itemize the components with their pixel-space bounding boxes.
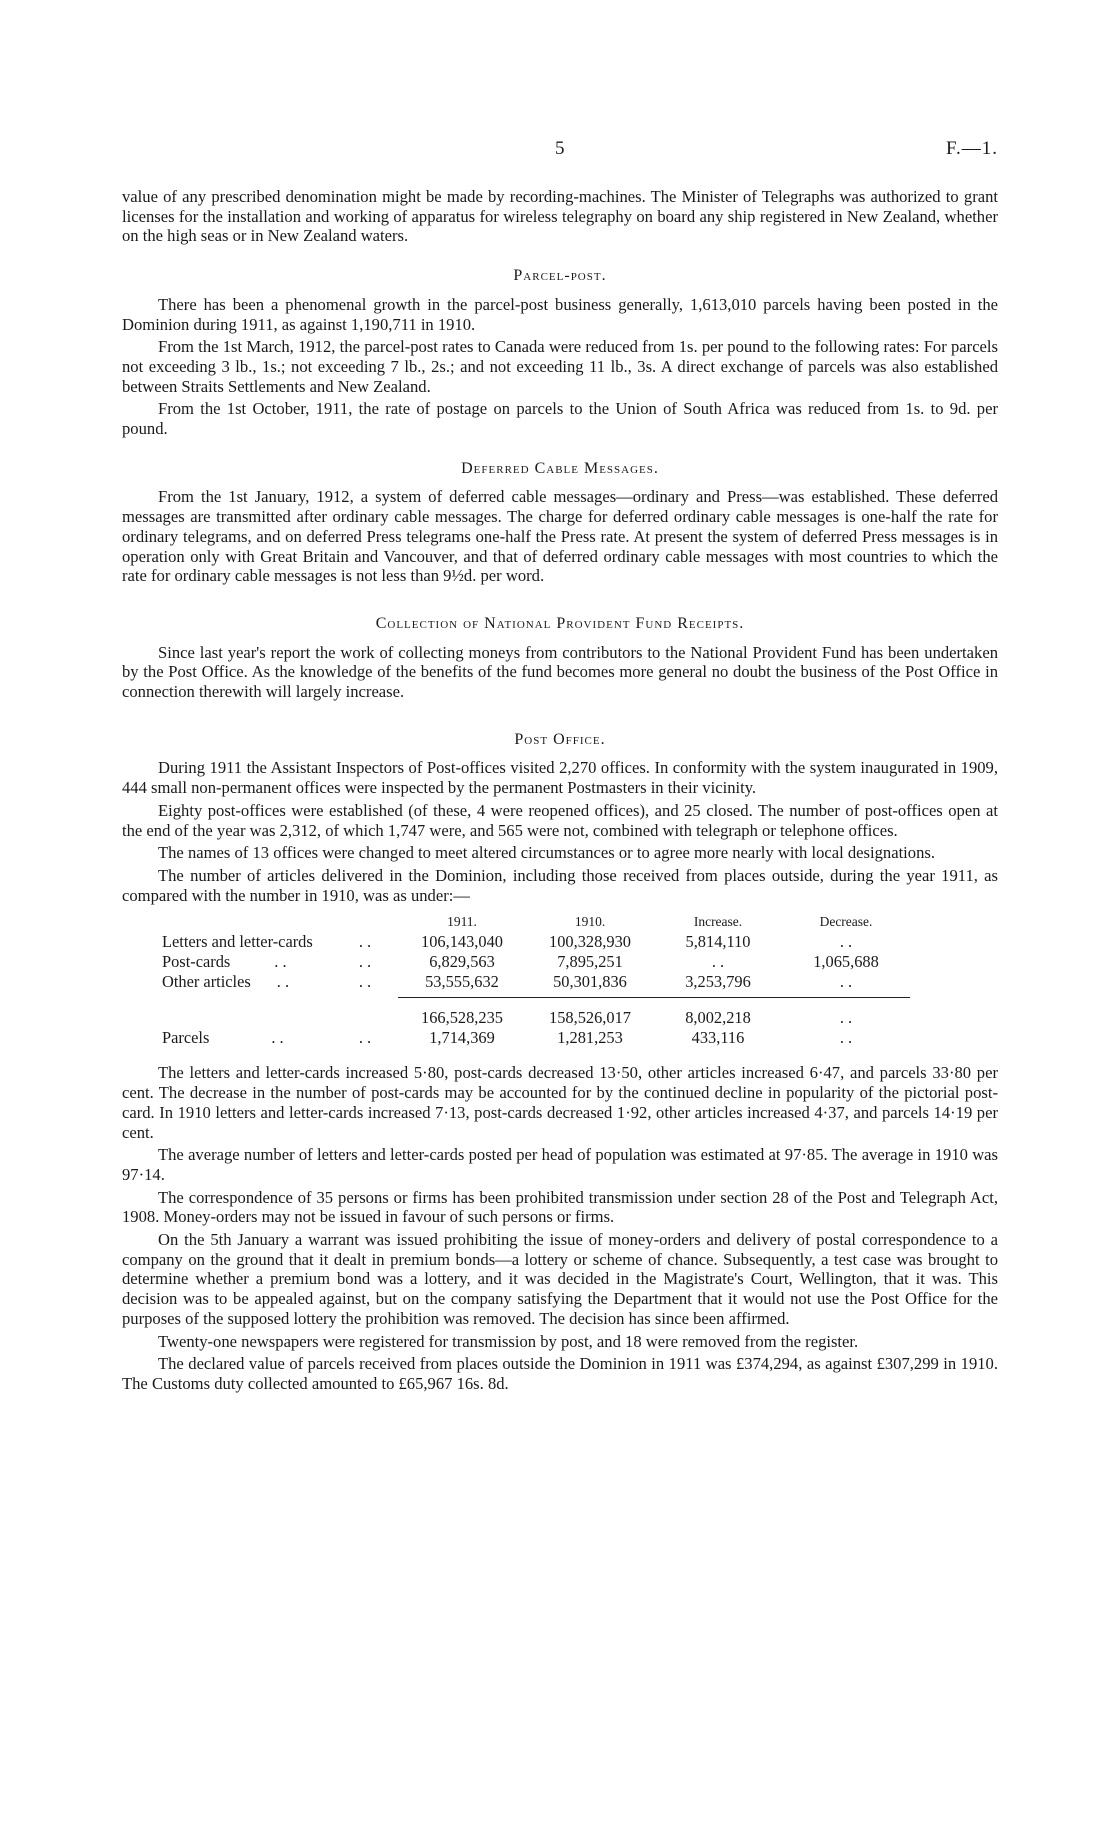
intro-paragraph: value of any prescribed denomination might be made by recording-machines. The Minister of Telegraphs was authorized to grant licenses for the installation and working of apparatus for wireless telegraphy on board any ship registered in New Zealand, whether on the high seas or in New Zealand waters. — [122, 187, 998, 246]
cell-decrease: . . — [839, 1027, 853, 1047]
page-body — [122, 187, 998, 1397]
cell-decrease: . . — [839, 931, 853, 951]
heading-deferred-cable-messages: Deferred Cable Messages. — [461, 459, 659, 477]
paragraph: The names of 13 offices were changed to meet altered circumstances or to agree more nearly with local designations. — [158, 843, 935, 863]
column-header-increase: Increase. — [693, 913, 743, 929]
paragraph: Eighty post-offices were established (of these, 4 were reopened offices), and 25 closed. The number of post-offices open at the end of the year was 2,312, of which 1,747 were, and 565 were not, combined with telegraph or telephone offices. — [122, 800, 998, 840]
cell-1910: 1,281,253 — [557, 1027, 623, 1047]
cell-increase: 5,814,110 — [685, 931, 751, 951]
cell-increase: 433,116 — [691, 1027, 745, 1047]
row-label: Letters and letter-cards — [162, 931, 313, 951]
heading-post-office: Post Office. — [514, 730, 606, 748]
total-decrease: . . — [782, 998, 910, 1028]
row-label: Other articles . . — [162, 971, 290, 991]
paragraph: Since last year's report the work of collecting moneys from contributors to the National Provident Fund has been undertaken by the Post Office. As the knowledge of the benefits of the fund becomes more general no doubt the business of the Post Office in connection therewith will largely increase. — [122, 642, 998, 702]
paragraph: During 1911 the Assistant Inspectors of Post-offices visited 2,270 offices. In conformity with the system inaugurated in 1909, 444 small non-permanent offices were inspected by the permanent Postmasters in their vicinity. — [122, 758, 998, 798]
table-row — [162, 931, 910, 951]
total-1911: 166,528,235 — [398, 998, 526, 1028]
page-header — [0, 138, 1114, 162]
cell-decrease: 1,065,688 — [813, 951, 879, 971]
leader-dots: . . — [358, 951, 372, 971]
paragraph: On the 5th January a warrant was issued prohibiting the issue of money-orders and delivery of postal correspondence to a company on the ground that it dealt in premium bonds—a lottery or scheme of chance. Subsequently, a test case was brought to determine whether a premium bond was a lottery, and it was decided in the Magistrate's Court, Wellington, that it was. This decision was to be appealed against, but on the company satisfying the Department that it would not use the Post Office for the purposes of the supposed lottery the prohibition was removed. The decision has since been affirmed. — [122, 1230, 998, 1328]
paragraph: The number of articles delivered in the Dominion, including those received from places outside, during the year 1911, as compared with the number in 1910, was as under:— — [122, 865, 998, 905]
table-header-row — [162, 911, 910, 931]
heading-parcel-post: Parcel-post. — [513, 267, 607, 285]
paragraph: The correspondence of 35 persons or firms has been prohibited transmission under section 28 of the Post and Telegraph Act, 1908. Money-orders may not be issued in favour of such persons or firms. — [122, 1187, 998, 1227]
leader-dots: . . — [358, 1027, 372, 1047]
paragraph: There has been a phenomenal growth in the parcel-post business generally, 1,613,010 parcels having been posted in the Dominion during 1911, as against 1,190,711 in 1910. — [122, 294, 998, 334]
column-header-decrease: Decrease. — [819, 913, 873, 929]
total-1910: 158,526,017 — [526, 998, 654, 1028]
cell-1911: 106,143,040 — [421, 931, 503, 951]
articles-delivered-table — [162, 911, 910, 1047]
cell-decrease: . . — [839, 971, 853, 991]
row-label: Parcels . . — [162, 1027, 284, 1047]
cell-1910: 7,895,251 — [557, 951, 623, 971]
leader-dots: . . — [358, 971, 372, 991]
table-row — [162, 951, 910, 971]
cell-1911: 53,555,632 — [425, 971, 499, 991]
paragraph: The letters and letter-cards increased 5·80, post-cards decreased 13·50, other articles increased 6·47, and parcels 33·80 per cent. The decrease in the number of post-cards may be accounted for by the continued decline in popularity of the pictorial post-card. In 1910 letters and letter-cards increased 7·13, post-cards decreased 1·92, other articles increased 4·37, and parcels 14·19 per cent. — [122, 1063, 998, 1142]
cell-increase: 3,253,796 — [685, 971, 751, 991]
cell-1911: 1,714,369 — [429, 1027, 495, 1047]
cell-1910: 50,301,836 — [553, 971, 627, 991]
cell-1911: 6,829,563 — [429, 951, 495, 971]
paragraph: From the 1st January, 1912, a system of deferred cable messages—ordinary and Press—was established. These deferred messages are transmitted after ordinary cable messages. The charge for deferred ordinary cable messages is one-half the rate for ordinary telegrams, and on deferred Press telegrams one-half the Press rate. At present the system of deferred Press messages is in operation only with Great Britain and Vancouver, and that of deferred ordinary cable messages with most countries to which the rate for ordinary cable messages is not less than 9½d. per word. — [122, 487, 998, 586]
paragraph: From the 1st March, 1912, the parcel-post rates to Canada were reduced from 1s. per pound to the following rates: For parcels not exceeding 3 lb., 1s.; not exceeding 7 lb., 2s.; and not exceeding 11 lb., 3s. A direct exchange of parcels was also established between Straits Settlements and New Zealand. — [122, 337, 998, 396]
cell-1910: 100,328,930 — [549, 931, 631, 951]
total-increase: 8,002,218 — [654, 998, 782, 1028]
row-label: Post-cards . . — [162, 951, 287, 971]
paragraph: The declared value of parcels received from places outside the Dominion in 1911 was £374,294, as against £307,299 in 1910. The Customs duty collected amounted to £65,967 16s. 8d. — [122, 1354, 998, 1393]
table-total-row — [162, 998, 910, 1028]
table-row-parcels — [162, 1027, 910, 1047]
document-reference: F.—1. — [945, 138, 998, 159]
cell-increase: . . — [711, 951, 725, 971]
paragraph: From the 1st October, 1911, the rate of postage on parcels to the Union of South Africa was reduced from 1s. to 9d. per pound. — [122, 399, 998, 439]
heading-national-provident-fund: Collection of National Provident Fund Receipts. — [375, 614, 745, 632]
leader-dots: . . — [358, 931, 372, 951]
paragraph: The average number of letters and letter-cards posted per head of population was estimated at 97·85. The average in 1910 was 97·14. — [122, 1145, 998, 1184]
page-number: 5 — [555, 138, 565, 159]
paragraph: Twenty-one newspapers were registered for transmission by post, and 18 were removed from the register. — [158, 1331, 859, 1351]
column-header-1911: 1911. — [447, 913, 477, 929]
table-row — [162, 971, 910, 991]
column-header-1910: 1910. — [574, 913, 606, 929]
